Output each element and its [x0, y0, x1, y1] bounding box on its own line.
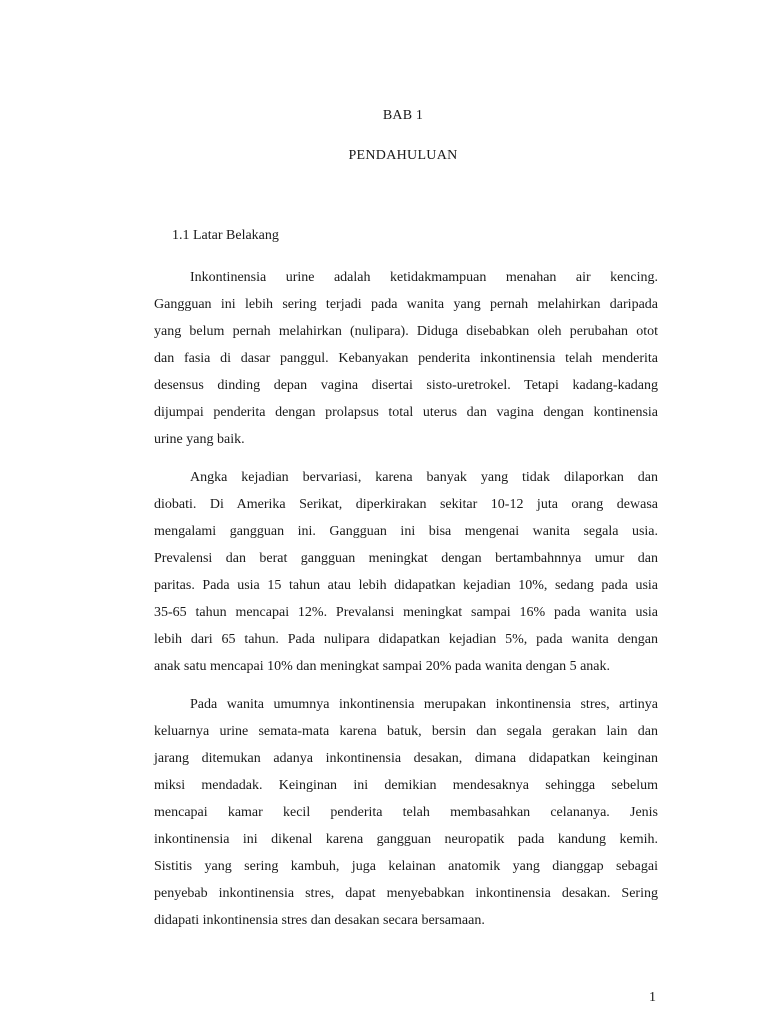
paragraph-line: inkontinensia ini dikenal karena gangguan neuropatik pada kandung kemih.: [154, 832, 658, 847]
paragraph-line: miksi mendadak. Keinginan ini demikian mendesaknya sehingga sebelum: [154, 778, 658, 793]
paragraph-1: [154, 264, 658, 453]
paragraph-line: mencapai kamar kecil penderita telah membasahkan celananya. Jenis: [154, 805, 658, 820]
paragraph-line: keluarnya urine semata-mata karena batuk, bersin dan segala gerakan lain dan: [154, 724, 658, 739]
paragraph-line: mengalami gangguan ini. Gangguan ini bisa mengenai wanita segala usia.: [154, 524, 658, 539]
section-heading: 1.1 Latar Belakang: [172, 228, 279, 243]
paragraph-line: Inkontinensia urine adalah ketidakmampuan menahan air kencing.: [190, 270, 658, 285]
paragraph-line: jarang ditemukan adanya inkontinensia desakan, dimana didapatkan keinginan: [154, 751, 658, 766]
paragraph-line: desensus dinding depan vagina disertai sisto-uretrokel. Tetapi kadang-kadang: [154, 378, 658, 393]
paragraph-line: anak satu mencapai 10% dan meningkat sampai 20% pada wanita dengan 5 anak.: [154, 659, 611, 674]
paragraph-line: lebih dari 65 tahun. Pada nulipara didapatkan kejadian 5%, pada wanita dengan: [154, 632, 658, 647]
chapter-title: PENDAHULUAN: [348, 148, 458, 163]
paragraph-line: paritas. Pada usia 15 tahun atau lebih didapatkan kejadian 10%, sedang pada usia: [154, 578, 658, 593]
paragraph-line: dijumpai penderita dengan prolapsus total uterus dan vagina dengan kontinensia: [154, 405, 658, 420]
paragraph-2: [154, 464, 658, 680]
paragraph-line: Pada wanita umumnya inkontinensia merupakan inkontinensia stres, artinya: [190, 697, 658, 712]
paragraph-line: dan fasia di dasar panggul. Kebanyakan penderita inkontinensia telah menderita: [154, 351, 658, 366]
paragraph-line: Gangguan ini lebih sering terjadi pada wanita yang pernah melahirkan daripada: [154, 297, 658, 312]
paragraph-line: Prevalensi dan berat gangguan meningkat dengan bertambahnnya umur dan: [154, 551, 658, 566]
paragraph-line: diobati. Di Amerika Serikat, diperkirakan sekitar 10-12 juta orang dewasa: [154, 497, 658, 512]
chapter-number: BAB 1: [382, 108, 424, 123]
paragraph-line: urine yang baik.: [154, 432, 245, 447]
page-number: 1: [649, 990, 656, 1005]
paragraph-line: didapati inkontinensia stres dan desakan secara bersamaan.: [154, 913, 485, 928]
paragraph-line: penyebab inkontinensia stres, dapat menyebabkan inkontinensia desakan. Sering: [154, 886, 658, 901]
paragraph-line: 35-65 tahun mencapai 12%. Prevalansi meningkat sampai 16% pada wanita usia: [154, 605, 658, 620]
paragraph-line: yang belum pernah melahirkan (nulipara). Diduga disebabkan oleh perubahan otot: [154, 324, 658, 339]
paragraph-3: [154, 691, 658, 934]
paragraph-line: Angka kejadian bervariasi, karena banyak yang tidak dilaporkan dan: [190, 470, 658, 485]
paragraph-line: Sistitis yang sering kambuh, juga kelainan anatomik yang dianggap sebagai: [154, 859, 658, 874]
